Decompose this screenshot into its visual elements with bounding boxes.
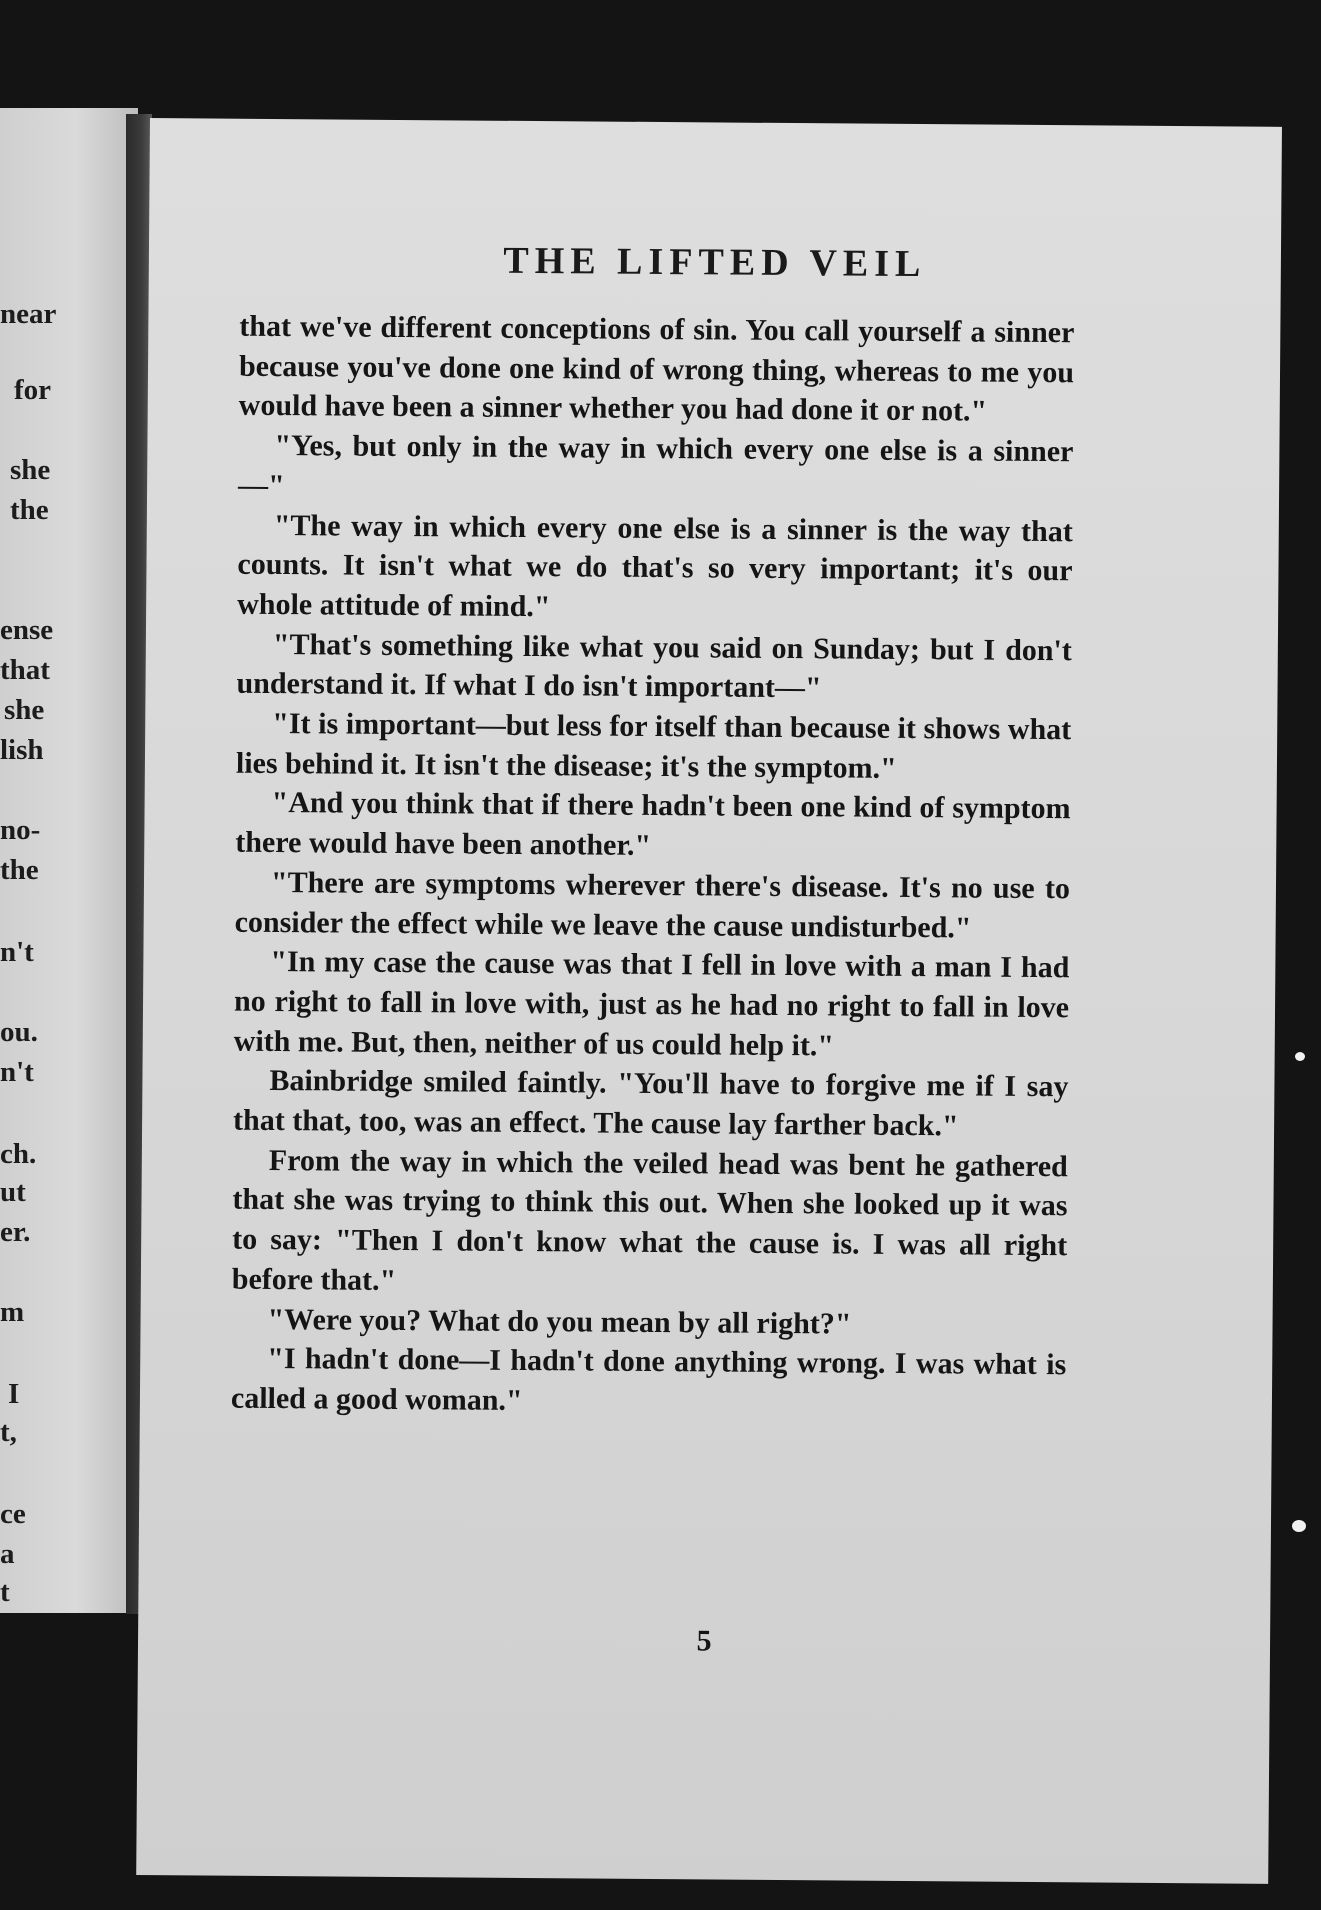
facing-page-edge — [0, 108, 138, 1613]
paragraph: "It is important—but less for itself than because it shows what lies behind it. It isn't the disease; it's the symptom." — [235, 707, 1072, 785]
paragraph: "There are symptoms wherever there's disease. It's no use to consider the effect while we leave the cause undisturbed." — [234, 865, 1071, 945]
facing-page-fragment: n't — [0, 936, 34, 968]
paragraph: "That's something like what you said on Sunday; but I don't understand it. If what I do isn't important—" — [236, 627, 1072, 705]
facing-page-fragment: er. — [0, 1216, 31, 1248]
facing-page-fragment: lish — [0, 734, 44, 766]
facing-page-fragment: for — [14, 374, 52, 406]
book-page — [136, 118, 1282, 1884]
paragraph: that we've different conceptions of sin. You call yourself a sinner because you've done one kind of wrong thing, whereas to me you would have been a sinner whether you had done it or not." — [238, 309, 1075, 428]
paragraph: Bainbridge smiled faintly. "You'll have to forgive me if I say that that, too, was an effect. The cause lay farther back." — [233, 1064, 1069, 1143]
page-number: 5 — [696, 1624, 712, 1658]
facing-page-fragment: near — [0, 298, 57, 330]
paragraph: From the way in which the veiled head was bent he gathered that she was trying to think this out. When she looked up it was to say: "Then I don't know what the cause is. I was all right before that." — [231, 1143, 1068, 1297]
facing-page-fragment: no- — [0, 814, 41, 846]
paragraph: "Were you? What do you mean by all right?" — [267, 1302, 852, 1341]
paragraph: "And you think that if there hadn't been one kind of symptom there would have been another." — [235, 786, 1071, 863]
running-head: THE LIFTED VEIL — [503, 239, 927, 286]
paragraph: "In my case the cause was that I fell in love with a man I had no right to fall in love with, just as he had no right to fall in love with me. But, then, neither of us could help it." — [233, 945, 1070, 1063]
facing-page-fragment: t, — [0, 1416, 17, 1448]
paragraph: "The way in which every one else is a sinner is the way that counts. It isn't what we do that's so very important; it's our whole attitude of mind." — [237, 508, 1073, 624]
facing-page-fragment: ch. — [0, 1138, 37, 1170]
paragraph: "I hadn't done—I hadn't done anything wrong. I was what is called a good woman." — [230, 1342, 1067, 1417]
facing-page-fragment: m — [0, 1296, 25, 1328]
facing-page-fragment: ense — [0, 614, 54, 646]
facing-page-fragment: that — [0, 654, 50, 686]
facing-page-fragment: the — [0, 854, 39, 886]
scan-speck — [1295, 1052, 1305, 1061]
facing-page-fragment: she — [4, 694, 45, 726]
facing-page-fragment: ou. — [0, 1016, 38, 1048]
facing-page-fragment: ce — [0, 1498, 26, 1530]
body-text — [231, 307, 1075, 1425]
facing-page-fragment: I — [8, 1378, 20, 1410]
facing-page-fragment: she — [10, 454, 51, 486]
facing-page-fragment: a — [0, 1538, 15, 1570]
facing-page-fragment: t — [0, 1576, 10, 1608]
facing-page-fragment: the — [10, 494, 49, 526]
scan-speck — [1292, 1520, 1306, 1532]
facing-page-fragment: ut — [0, 1176, 26, 1208]
facing-page-fragment: n't — [0, 1056, 34, 1088]
paragraph: "Yes, but only in the way in which every one else is a sinner—" — [237, 429, 1074, 502]
